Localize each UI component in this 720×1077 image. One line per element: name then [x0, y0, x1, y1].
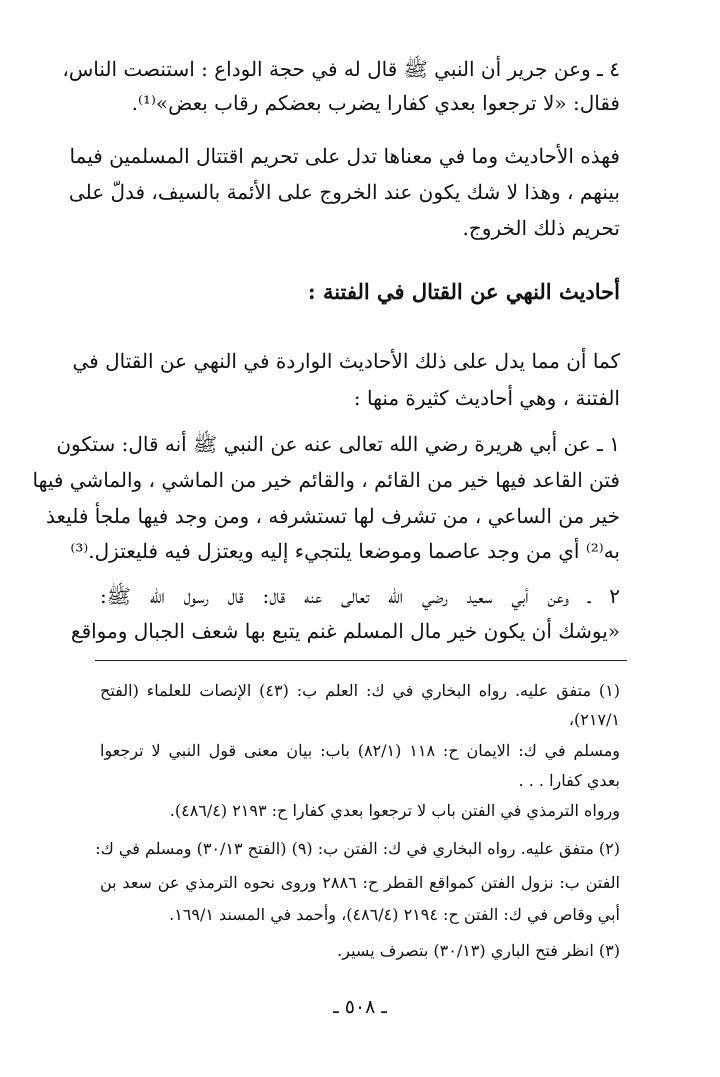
footnote-2-line-1: (٢) متفق عليه. رواه البخاري في ك: الفتن ب: (٩) (الفتح ٣٠/١٣) ومسلم في ك: [95, 839, 620, 858]
hadith-2-line-2: «يوشك أن يكون خير مال المسلم غنم يتبع بها شعف الجبال ومواقع [70, 619, 620, 643]
footnote-1-line-2: ٢١٧/١)، [568, 710, 620, 729]
page-number: ـ ٥٠٨ ـ [333, 996, 387, 1018]
footnote-3-line-1: (٣) انظر فتح الباري (٣٠/١٣) بتصرف يسير. [337, 941, 620, 960]
footnote-1-line-1: (١) متفق عليه. رواه البخاري في ك: العلم ب: (٤٣) الإنصات للعلماء (الفتح [100, 681, 621, 700]
intro-line-2: الفتنة ، وهي أحاديث كثيرة منها : [353, 386, 620, 410]
section-heading: أحاديث النهي عن القتال في الفتنة : [307, 279, 620, 304]
conclusion-line-3: تحريم ذلك الخروج. [462, 216, 620, 240]
footnote-separator [95, 660, 627, 661]
footnote-2-line-2: الفتن ب: نزول الفتن كمواقع القطر ح: ٢٨٨٦ وروى نحوه الترمذي عن سعد بن [100, 873, 621, 892]
footnote-1-line-5: ورواه الترمذي في الفتن باب لا ترجعوا بعدي كفارا ح: ٢١٩٣ (٤٨٦/٤). [169, 801, 620, 820]
hadith-2-line-1: ٢ ـ وعن أبي سعيد رضي الله تعالى عنه قال: قال رسول الله ﷺ: [100, 584, 620, 608]
conclusion-line-1: فهذه الأحاديث وما في معناها تدل على تحريم اقتتال المسلمين فيما [69, 144, 620, 168]
hadith-1-line-1: ١ ـ عن أبي هريرة رضي الله تعالى عنه عن النبي ﷺ أنه قال: ستكون [56, 432, 620, 456]
intro-line-1: كما أن مما يدل على ذلك الأحاديث الواردة في النهي عن القتال في [72, 349, 620, 373]
hadith-4-line-1: ٤ ـ وعن جرير أن النبي ﷺ قال له في حجة الوداع : استنصت الناس، [62, 57, 620, 81]
conclusion-line-2: بينهم ، وهذا لا شك يكون عند الخروج على الأئمة بالسيف، فدلّ على [68, 180, 620, 204]
hadith-1-line-4: به⁽²⁾ أي من وجد عاصما وموضعا يلتجيء إليه ويعتزل فيه فليعتزل.⁽³⁾ [70, 539, 620, 563]
hadith-4-line-2: فقال: «لا ترجعوا بعدي كفارا يضرب بعضكم رقاب بعض»⁽¹⁾. [131, 91, 620, 115]
footnote-1-line-3: ومسلم في ك: الايمان ح: ١١٨ (٨٢/١) باب: بيان معنى قول النبي لا ترجعوا [100, 741, 621, 760]
hadith-1-line-3: خير من الساعي ، من تشرف لها تستشرفه ، ومن وجد فيها ملجأ فليعذ [46, 504, 620, 528]
footnote-1-line-4: بعدي كفارا . . . [518, 771, 620, 790]
footnote-2-line-3: أبي وقاص في ك: الفتن ح: ٢١٩٤ (٤٨٦/٤)، وأحمد في المسند ١٦٩/١. [169, 905, 620, 924]
hadith-1-line-2: فتن القاعد فيها خير من القائم ، والقائم خير من الماشي ، والماشي فيها [32, 468, 620, 492]
